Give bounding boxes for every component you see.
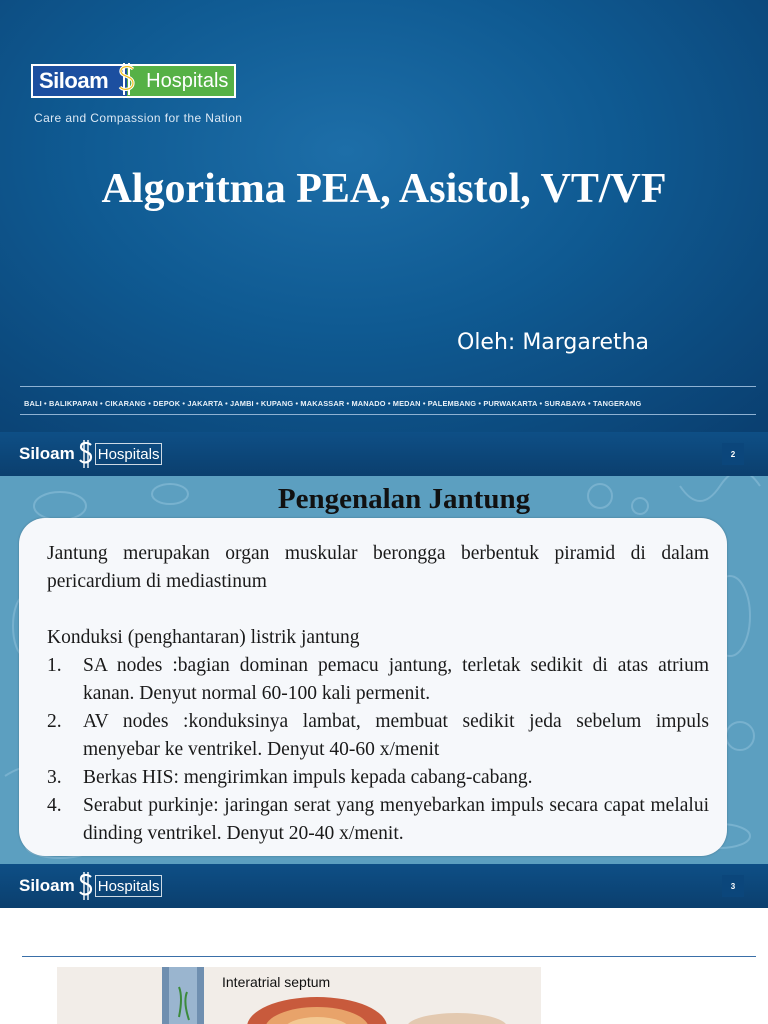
logo-text-right: Hospitals [95,443,163,465]
header-bar [0,864,768,908]
list-text: SA nodes :bagian dominan pemacu jantung, terletak sedikit di atas atrium kanan. Denyut normal 60-100 kali permenit. [83,655,709,704]
slide-title: Pengenalan Jantung [277,483,531,515]
logo-text-left: Siloam [33,66,114,96]
list-number: 4. [47,795,62,816]
siloam-hospitals-logo [17,875,162,897]
conduction-list [47,652,709,848]
divider-bottom [20,414,756,415]
page-number: 3 [722,875,744,897]
content-box [19,518,727,856]
title-slide [0,0,768,432]
list-text: AV nodes :konduksinya lambat, membuat sedikit jeda sebelum impuls menyebar ke ventrikel. Denyut 40-60 x/menit [83,711,709,760]
list-item [47,792,709,848]
tagline: Care and Compassion for the Nation [34,111,243,125]
anatomy-slide [0,864,768,1024]
list-text: Serabut purkinje: jaringan serat yang menyebarkan impuls secara capat melalui dinding ventrikel. Denyut 20-40 x/menit. [83,795,709,844]
header-bar [0,432,768,476]
logo-text-left: Siloam [19,444,75,463]
siloam-hospitals-logo [31,64,236,98]
list-number: 1. [47,655,62,676]
figure-label: Interatrial septum [222,974,331,990]
siloam-hospitals-logo [17,443,162,465]
list-item [47,652,709,708]
logo-text-left: Siloam [19,876,75,895]
intro-paragraph: Jantung merupakan organ muskular berongga berbentuk piramid di dalam pericardium di mediastinum [47,543,709,592]
logo-text-right: Hospitals [95,875,163,897]
dollar-s-logo-icon [77,875,95,897]
dollar-s-logo-icon [77,443,95,465]
heart-anatomy-illustration [57,967,541,1024]
page-number: 2 [722,443,744,465]
slide-title: Algoritma PEA, Asistol, VT/VF [101,166,667,212]
subheading: Konduksi (penghantaran) listrik jantung [47,627,360,648]
dollar-s-logo-icon [114,66,140,96]
list-item [47,764,709,792]
list-number: 2. [47,711,62,732]
divider [22,956,756,957]
list-number: 3. [47,767,62,788]
divider-top [20,386,756,387]
logo-text-right: Hospitals [140,66,234,96]
city-list: BALI • BALIKPAPAN • CIKARANG • DEPOK • JAKARTA • JAMBI • KUPANG • MAKASSAR • MANADO • MEDAN • PALEMBANG • PURWAKARTA • SURABAYA • TANGERANG [24,399,642,408]
author: Oleh: Margaretha [457,330,650,355]
list-item [47,708,709,764]
list-text: Berkas HIS: mengirimkan impuls kepada cabang-cabang. [83,767,533,788]
content-slide [0,432,768,864]
